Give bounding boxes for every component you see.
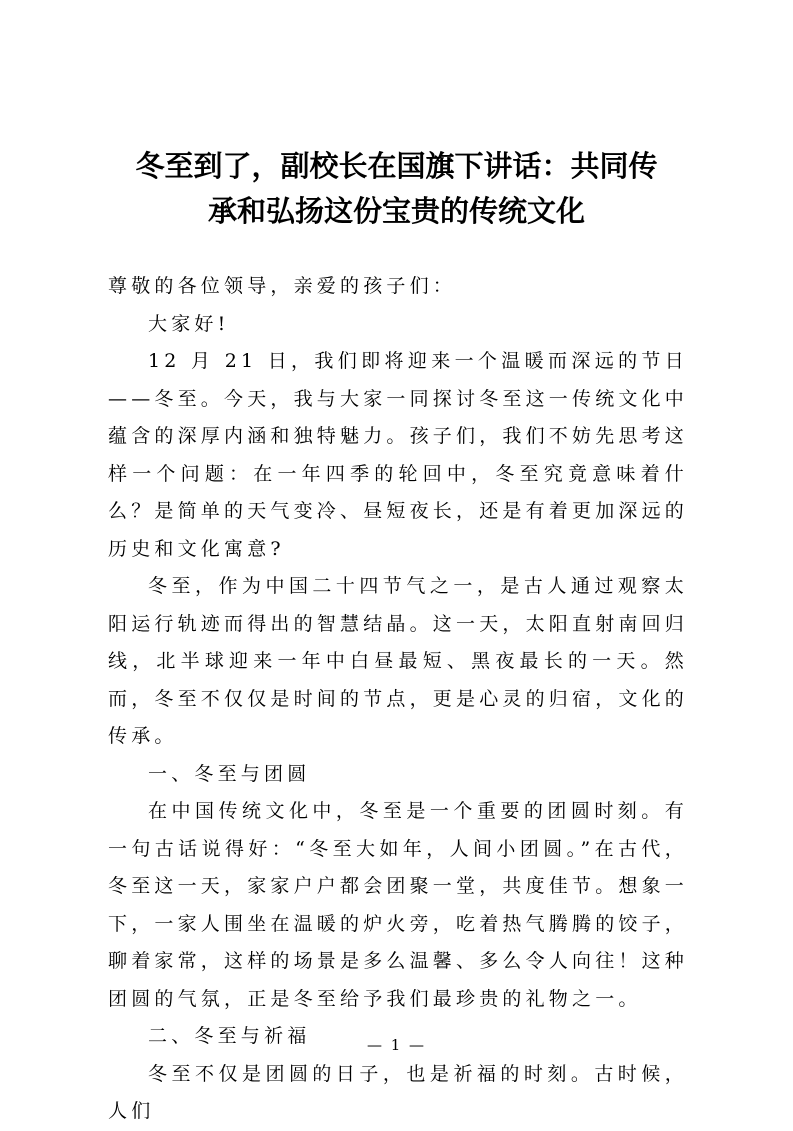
paragraph-solar-term: 冬至，作为中国二十四节气之一，是古人通过观察太阳运行轨迹而得出的智慧结晶。这一天，太阳直射南回归线，北半球迎来一年中白昼最短、黑夜最长的一天。然而，冬至不仅仅是时间的节点，更是心灵的归宿，文化的传承。 [108,575,689,747]
title-line-2: 承和弘扬这份宝贵的传统文化 [207,194,585,228]
document-title [100,144,693,234]
paragraph-blessing: 冬至不仅是团圆的日子，也是祈福的时刻。古时候，人们 [108,1062,688,1122]
document-body [108,268,688,1131]
greeting: 大家好! [148,312,230,335]
title-line-1: 冬至到了，副校长在国旗下讲话：共同传 [135,149,658,183]
page-number: — 1 — [366,1036,427,1054]
salutation: 尊敬的各位领导，亲爱的孩子们： [108,275,457,297]
paragraph-reunion: 在中国传统文化中，冬至是一个重要的团圆时刻。有一句古话说得好：“冬至大如年，人间小团圆。”在古代，冬至这一天，家家户户都会团聚一堂，共度佳节。想象一下，一家人围坐在温暖的炉火旁，吃着热气腾腾的饺子，聊着家常，这样的场景是多么温馨、多么令人向往！这种团圆的气氛，正是冬至给予我们最珍贵的礼物之一。 [108,800,689,1010]
section-heading-reunion: 一、冬至与团圆 [148,762,311,785]
paragraph-intro: 12 月 21 日，我们即将迎来一个温暖而深远的节日——冬至。今天，我与大家一同探讨冬至这一传统文化中蕴含的深厚内涵和独特魅力。孩子们，我们不妨先思考这样一个问题：在一年四季的轮回中，冬至究竟意味着什么？是简单的天气变冷、昼短夜长，还是有着更加深远的历史和文化寓意? [108,350,689,560]
section-heading-blessing: 二、冬至与祈福 [148,1025,311,1047]
